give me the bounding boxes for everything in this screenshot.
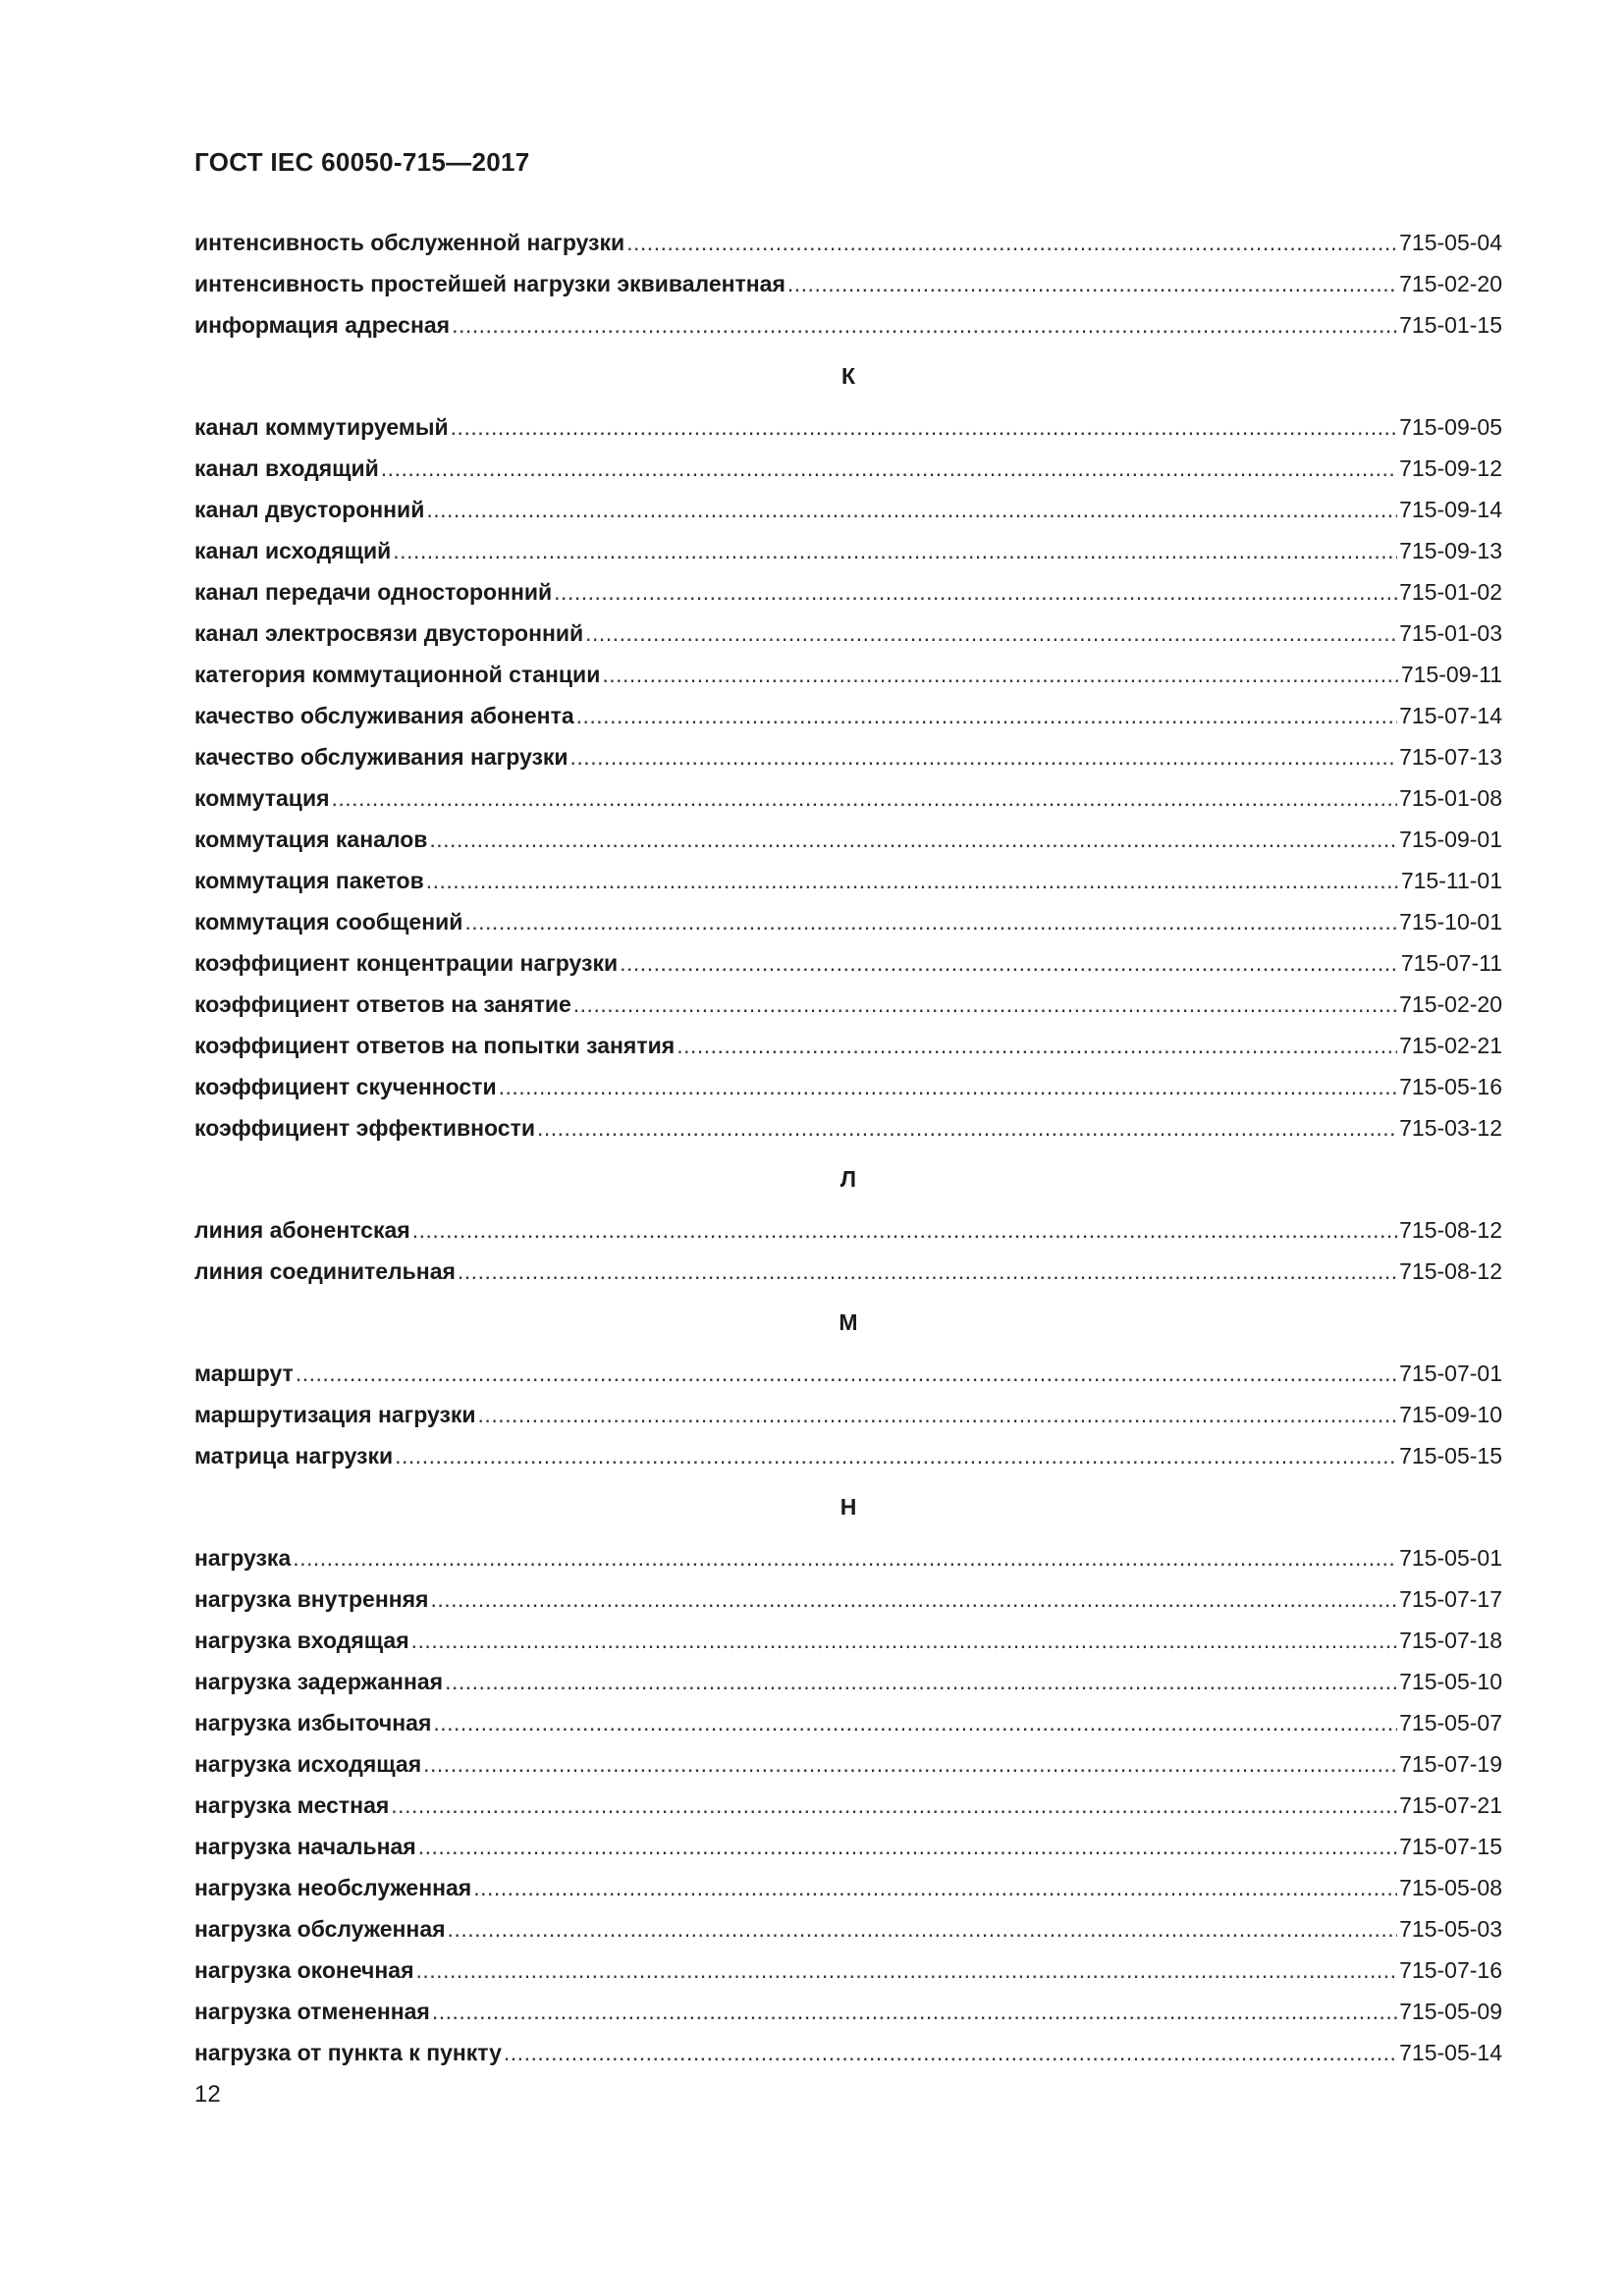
dot-leader bbox=[451, 406, 1397, 448]
index-term: нагрузка местная bbox=[194, 1792, 390, 1818]
index-code: 715-09-10 bbox=[1399, 1402, 1502, 1427]
index-entry bbox=[194, 263, 1502, 304]
index-term: коммутация сообщений bbox=[194, 909, 463, 934]
index-term: коммутация каналов bbox=[194, 827, 428, 852]
index-term: канал исходящий bbox=[194, 538, 392, 563]
index-term: коммутация пакетов bbox=[194, 868, 424, 893]
index-entry bbox=[194, 1661, 1502, 1702]
index-entry bbox=[194, 860, 1502, 901]
index-code: 715-07-11 bbox=[1400, 950, 1502, 976]
index-entry bbox=[194, 304, 1502, 346]
dot-leader bbox=[504, 2032, 1397, 2073]
index-code: 715-11-01 bbox=[1400, 868, 1502, 893]
index-code: 715-05-14 bbox=[1399, 2040, 1502, 2065]
index-code: 715-05-10 bbox=[1399, 1669, 1502, 1694]
index-entry bbox=[194, 1702, 1502, 1743]
dot-leader bbox=[430, 1578, 1397, 1620]
dot-leader bbox=[418, 1826, 1397, 1867]
index-entry bbox=[194, 1394, 1502, 1435]
index-entry bbox=[194, 1251, 1502, 1292]
dot-leader bbox=[432, 1991, 1397, 2032]
index-entry bbox=[194, 901, 1502, 942]
index-code: 715-05-08 bbox=[1399, 1875, 1502, 1900]
index-term: матрица нагрузки bbox=[194, 1443, 394, 1468]
index-term: качество обслуживания абонента bbox=[194, 703, 574, 728]
term-index bbox=[194, 222, 1502, 2073]
index-code: 715-05-16 bbox=[1399, 1074, 1502, 1099]
index-term: нагрузка задержанная bbox=[194, 1669, 444, 1694]
index-code: 715-01-03 bbox=[1399, 620, 1502, 646]
index-entry bbox=[194, 1537, 1502, 1578]
index-term: нагрузка bbox=[194, 1545, 292, 1571]
section-letter: Л bbox=[839, 1166, 857, 1192]
index-code: 715-07-01 bbox=[1399, 1361, 1502, 1386]
index-term: нагрузка исходящая bbox=[194, 1751, 422, 1777]
dot-leader bbox=[499, 1066, 1398, 1107]
dot-leader bbox=[429, 819, 1397, 860]
index-code: 715-05-04 bbox=[1399, 230, 1502, 255]
index-term: нагрузка оконечная bbox=[194, 1957, 414, 1983]
index-entry bbox=[194, 695, 1502, 736]
index-entry bbox=[194, 942, 1502, 984]
dot-leader bbox=[626, 222, 1397, 263]
index-term: интенсивность обслуженной нагрузки bbox=[194, 230, 625, 255]
index-term: канал электросвязи двусторонний bbox=[194, 620, 584, 646]
index-entry bbox=[194, 1066, 1502, 1107]
dot-leader bbox=[395, 1435, 1397, 1476]
index-entry bbox=[194, 1107, 1502, 1148]
dot-leader bbox=[423, 1743, 1397, 1785]
index-code: 715-08-12 bbox=[1399, 1258, 1502, 1284]
index-entry bbox=[194, 613, 1502, 654]
dot-leader bbox=[448, 1908, 1398, 1949]
index-term: коэффициент ответов на занятие bbox=[194, 991, 571, 1017]
index-term: линия абонентская bbox=[194, 1217, 410, 1243]
dot-leader bbox=[332, 777, 1398, 819]
index-term: маршрутизация нагрузки bbox=[194, 1402, 476, 1427]
index-code: 715-07-15 bbox=[1399, 1834, 1502, 1859]
index-term: нагрузка внутренняя bbox=[194, 1586, 429, 1612]
index-code: 715-05-09 bbox=[1399, 1999, 1502, 2024]
dot-leader bbox=[433, 1702, 1397, 1743]
dot-leader bbox=[381, 448, 1397, 489]
dot-leader bbox=[602, 654, 1399, 695]
dot-leader bbox=[537, 1107, 1397, 1148]
index-term: нагрузка входящая bbox=[194, 1628, 409, 1653]
dot-leader bbox=[393, 530, 1397, 571]
index-code: 715-07-19 bbox=[1399, 1751, 1502, 1777]
index-term: канал передачи односторонний bbox=[194, 579, 553, 605]
index-code: 715-09-11 bbox=[1400, 662, 1502, 687]
index-code: 715-09-13 bbox=[1399, 538, 1502, 563]
index-code: 715-07-13 bbox=[1399, 744, 1502, 770]
dot-leader bbox=[416, 1949, 1398, 1991]
index-code: 715-02-20 bbox=[1399, 991, 1502, 1017]
dot-leader bbox=[458, 1251, 1397, 1292]
index-entry bbox=[194, 1785, 1502, 1826]
index-code: 715-09-12 bbox=[1399, 455, 1502, 481]
index-code: 715-07-17 bbox=[1399, 1586, 1502, 1612]
index-entry bbox=[194, 1209, 1502, 1251]
index-entry bbox=[194, 984, 1502, 1025]
index-entry bbox=[194, 406, 1502, 448]
index-entry bbox=[194, 222, 1502, 263]
index-code: 715-01-02 bbox=[1399, 579, 1502, 605]
dot-leader bbox=[426, 860, 1399, 901]
index-entry bbox=[194, 1353, 1502, 1394]
index-entry bbox=[194, 2032, 1502, 2073]
index-term: нагрузка от пункта к пункту bbox=[194, 2040, 502, 2065]
dot-leader bbox=[464, 901, 1397, 942]
dot-leader bbox=[570, 736, 1398, 777]
dot-leader bbox=[412, 1209, 1397, 1251]
index-code: 715-09-14 bbox=[1399, 497, 1502, 522]
section-letter: К bbox=[840, 363, 856, 389]
index-code: 715-01-08 bbox=[1399, 785, 1502, 811]
index-entry bbox=[194, 530, 1502, 571]
dot-leader bbox=[554, 571, 1397, 613]
dot-leader bbox=[426, 489, 1397, 530]
dot-leader bbox=[787, 263, 1397, 304]
index-term: качество обслуживания нагрузки bbox=[194, 744, 568, 770]
index-term: интенсивность простейшей нагрузки эквивалентная bbox=[194, 271, 785, 296]
dot-leader bbox=[296, 1353, 1397, 1394]
section-letter: М bbox=[839, 1309, 858, 1335]
index-entry bbox=[194, 1025, 1502, 1066]
index-code: 715-05-15 bbox=[1399, 1443, 1502, 1468]
index-entry bbox=[194, 654, 1502, 695]
index-code: 715-02-21 bbox=[1399, 1033, 1502, 1058]
index-entry bbox=[194, 1826, 1502, 1867]
dot-leader bbox=[411, 1620, 1397, 1661]
dot-leader bbox=[620, 942, 1399, 984]
index-entry bbox=[194, 1578, 1502, 1620]
index-term: линия соединительная bbox=[194, 1258, 456, 1284]
index-term: информация адресная bbox=[194, 312, 451, 338]
index-entry bbox=[194, 736, 1502, 777]
index-term: нагрузка избыточная bbox=[194, 1710, 432, 1735]
index-entry bbox=[194, 489, 1502, 530]
index-code: 715-02-20 bbox=[1399, 271, 1502, 296]
index-code: 715-10-01 bbox=[1399, 909, 1502, 934]
index-entry bbox=[194, 777, 1502, 819]
index-term: коммутация bbox=[194, 785, 330, 811]
index-code: 715-03-12 bbox=[1399, 1115, 1502, 1141]
index-term: канал входящий bbox=[194, 455, 379, 481]
index-code: 715-07-16 bbox=[1399, 1957, 1502, 1983]
index-entry bbox=[194, 1743, 1502, 1785]
index-term: категория коммутационной станции bbox=[194, 662, 601, 687]
index-code: 715-05-07 bbox=[1399, 1710, 1502, 1735]
section-letter: Н bbox=[839, 1494, 857, 1520]
index-entry bbox=[194, 1949, 1502, 1991]
index-term: нагрузка необслуженная bbox=[194, 1875, 472, 1900]
index-code: 715-05-03 bbox=[1399, 1916, 1502, 1942]
page-number: 12 bbox=[194, 2081, 221, 2108]
dot-leader bbox=[452, 304, 1397, 346]
dot-leader bbox=[473, 1867, 1397, 1908]
index-entry bbox=[194, 1620, 1502, 1661]
dot-leader bbox=[478, 1394, 1398, 1435]
page-header-title: ГОСТ IEC 60050-715—2017 bbox=[194, 147, 530, 177]
index-entry bbox=[194, 819, 1502, 860]
dot-leader bbox=[573, 984, 1397, 1025]
index-entry bbox=[194, 1435, 1502, 1476]
index-entry bbox=[194, 1991, 1502, 2032]
dot-leader bbox=[391, 1785, 1397, 1826]
index-code: 715-09-05 bbox=[1399, 414, 1502, 440]
index-term: коэффициент скученности bbox=[194, 1074, 497, 1099]
dot-leader bbox=[445, 1661, 1397, 1702]
index-term: коэффициент концентрации нагрузки bbox=[194, 950, 619, 976]
index-term: нагрузка обслуженная bbox=[194, 1916, 446, 1942]
index-term: коэффициент эффективности bbox=[194, 1115, 535, 1141]
index-term: нагрузка начальная bbox=[194, 1834, 416, 1859]
index-entry bbox=[194, 571, 1502, 613]
index-code: 715-07-18 bbox=[1399, 1628, 1502, 1653]
index-term: маршрут bbox=[194, 1361, 294, 1386]
index-entry bbox=[194, 448, 1502, 489]
index-code: 715-09-01 bbox=[1399, 827, 1502, 852]
index-code: 715-05-01 bbox=[1399, 1545, 1502, 1571]
dot-leader bbox=[576, 695, 1398, 736]
index-entry bbox=[194, 1867, 1502, 1908]
index-entry bbox=[194, 1908, 1502, 1949]
index-term: нагрузка отмененная bbox=[194, 1999, 430, 2024]
index-code: 715-07-21 bbox=[1399, 1792, 1502, 1818]
index-code: 715-08-12 bbox=[1399, 1217, 1502, 1243]
index-code: 715-01-15 bbox=[1399, 312, 1502, 338]
index-term: канал коммутируемый bbox=[194, 414, 449, 440]
dot-leader bbox=[677, 1025, 1397, 1066]
index-term: коэффициент ответов на попытки занятия bbox=[194, 1033, 676, 1058]
index-term: канал двусторонний bbox=[194, 497, 425, 522]
dot-leader bbox=[293, 1537, 1397, 1578]
dot-leader bbox=[585, 613, 1397, 654]
index-code: 715-07-14 bbox=[1399, 703, 1502, 728]
